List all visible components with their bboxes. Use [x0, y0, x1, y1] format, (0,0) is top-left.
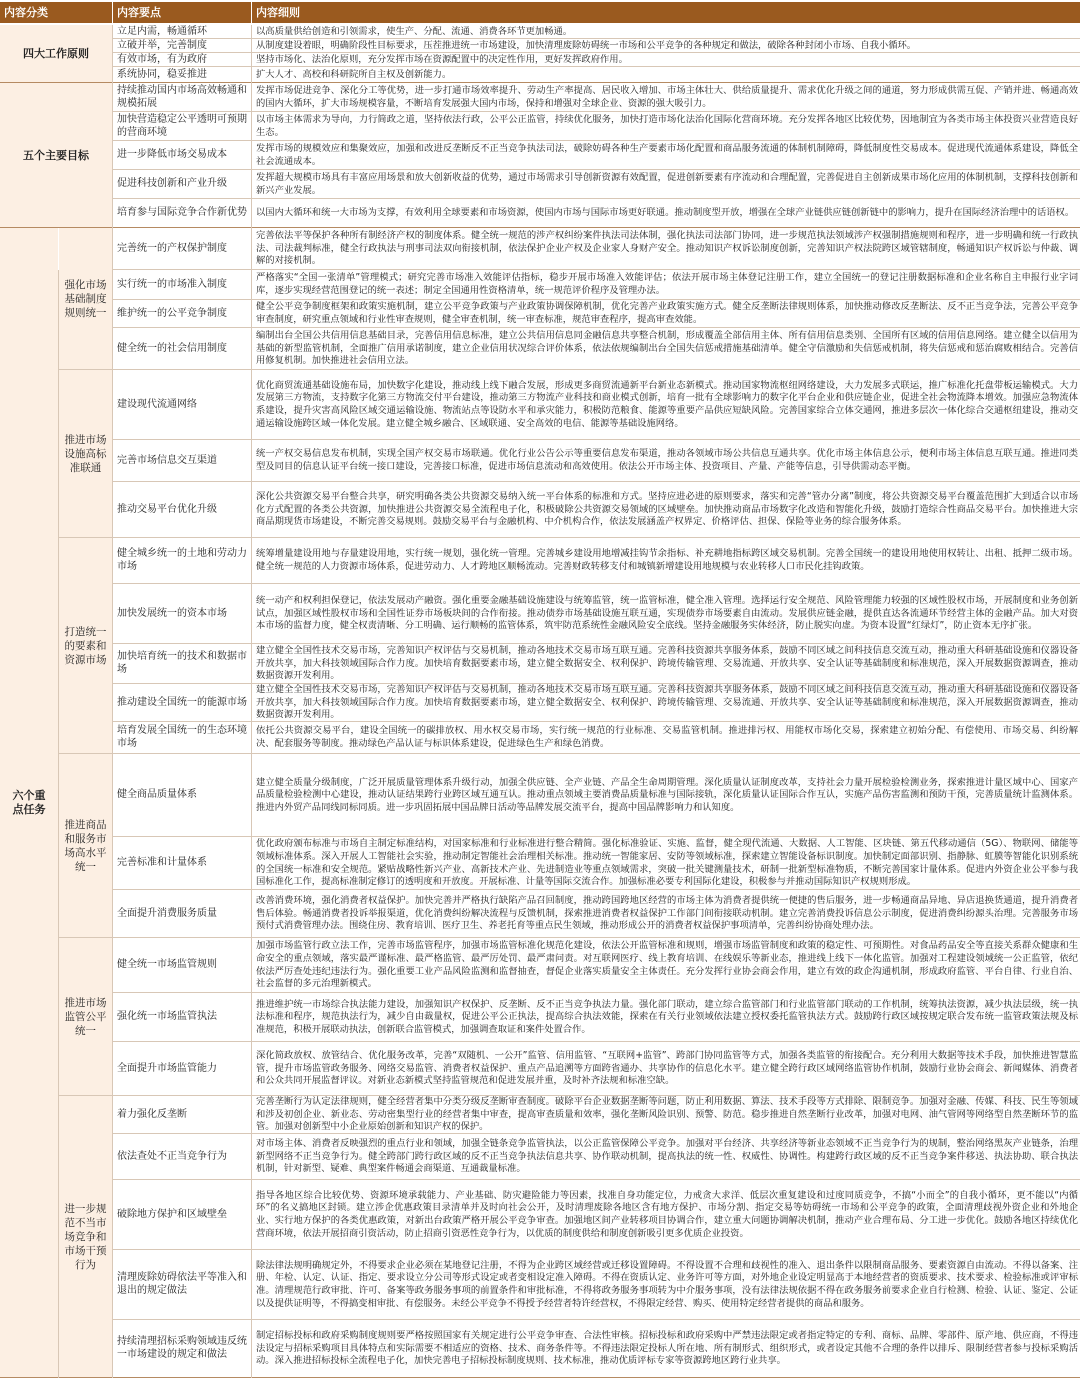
content-detail: 从制度建设着眼，明确阶段性目标要求，压茬推进统一市场建设，加快清理废除妨碍统一市场和公平竞争的各种规定和做法，破除各种封闭小市场、自我小循环。 — [256, 39, 917, 51]
content-point: 破除地方保护和区域壁垒 — [117, 1208, 227, 1220]
column-divider — [112, 25, 113, 1378]
content-detail: 制定招标投标和政府采购制度规则要严格按照国家有关规定进行公平竞争审查、合法性审核。招标投标和政府采购中严禁违法限定或者指定特定的专利、商标、品牌、零部件、原产地、供应商，不得违法设定与招标采购项目具体特点和实际需要不相适应的资格、技术、商务条件等。不得违法限定投标人所在地、所有制形式、组织形式，或者设定其他不合理的条件以排斥、限制经营者参与投标采购活动。深入推进招标投标全流程电子化，加快完善电子招标投标制度规则、技术标准，推动优质评标专家等资源跨地区跨行业共享。 — [256, 1330, 1078, 1367]
subcategory-cell: 进一步规范不当市场竞争和市场干预行为 — [59, 1096, 112, 1378]
content-detail: 以高质量供给创造和引领需求，使生产、分配、流通、消费各环节更加畅通。 — [256, 25, 573, 37]
content-detail: 编制出台全国公共信用信息基础目录，完善信用信息标准，建立公共信用信息同金融信息共享整合机制，形成覆盖全部信用主体、所有信用信息类别、全国所有区域的信用信息网络。建立健全以信用为基础的新型监管机制，全面推广信用承诺制度，建立企业信用状况综合评价体系，依法依规编制出台全国失信惩戒措施基础清单。健全守信激励和失信惩戒机制，将失信惩戒和惩治腐败相结合。完善信用修复机制。加快推进社会信用立法。 — [256, 330, 1078, 367]
content-detail: 完善垄断行为认定法律规则，健全经营者集中分类分级反垄断审查制度。破除平台企业数据垄断等问题，防止利用数据、算法、技术手段等方式排除、限制竞争。加强对金融、传媒、科技、民生等领域和涉及初创企业、新业态、劳动密集型行业的经营者集中审查，提高审查质量和效率，强化垄断风险识别、预警、防范。稳步推进自然垄断行业改革，加强对电网、油气管网等网络型自然垄断环节的监管。加强对创新型中小企业原始创新和知识产权的保护。 — [256, 1096, 1078, 1133]
content-point: 维护统一的公平竞争制度 — [117, 307, 227, 319]
content-point: 健全商品质量体系 — [117, 789, 197, 801]
header-point: 内容要点 — [113, 2, 251, 23]
subcategory-cell: 推进市场设施高标准联通 — [59, 370, 112, 538]
column-divider — [251, 25, 252, 1378]
content-detail: 严格落实“全国一张清单”管理模式；研究完善市场准入效能评估指标，稳步开展市场准入效能评估；依法开展市场主体登记注册工作，建立全国统一的登记注册数据标准和企业名称自主申报行业字词库，逐步实现经营范围登记的统一表述；制定全国通用性资格清单，统一规范评价程序及管理办法。 — [256, 272, 1078, 296]
content-detail: 发挥市场的规模效应和集聚效应，加强和改进反垄断反不正当竞争执法司法，破除妨碍各种生产要素市场化配置和商品服务流通的体制机制障碍，降低制度性交易成本。促进现代流通体系建设，降低全社会流通成本。 — [256, 142, 1078, 167]
content-detail: 建立健全全国性技术交易市场，完善知识产权评估与交易机制，推动各地技术交易市场互联互通。完善科技资源共享服务体系，鼓励不同区域之间科技信息交流互动，推动重大科研基础设施和仪器设备开放共享，加大科技领域国际合作力度。加快培育数据要素市场，建立健全数据安全、权利保护、跨境传输管理、交易流通、开放共享、安全认证等基础制度和标准规范，深入开展数据资源调查，推动数据资源开发利用。 — [256, 684, 1078, 721]
category-cell: 五个主要目标 — [0, 83, 112, 228]
content-detail: 除法律法规明确规定外，不得要求企业必须在某地登记注册，不得为企业跨区域经营或迁移设置障碍。不得设置不合理和歧视性的准入、退出条件以限制商品服务、要素资源自由流动。不得以备案、注册、年检、认定、认证、指定、要求设立分公司等形式设定或者变相设定准入障碍。不得在资质认定、业务许可等方面，对外地企业设定明显高于本地经营者的资质要求、技术要求、检验标准或评审标准。清理规范行政审批、许可、备案等政务服务事项的前置条件和审批标准，不得将政务服务事项转为中介服务事项，没有法律法规依据不得在政务服务前要求企业自行检测、检验、认证、鉴定、公证以及提供证明等，不得搞变相审批、有偿服务。未经公平竞争不得授予经营者特许经营权，不得限定经营、购买、使用特定经营者提供的商品和服务。 — [256, 1259, 1078, 1309]
content-point: 完善市场信息交互渠道 — [117, 454, 217, 466]
content-detail: 对市场主体、消费者反映强烈的重点行业和领域，加强全链条竞争监管执法，以公正监管保障公平竞争。加强对平台经济、共享经济等新业态领域不正当竞争行为的规制，整治网络黑灰产业链条，治理新型网络不正当竞争行为。健全跨部门跨行政区域的反不正当竞争执法信息共享、协作联动机制，提高执法的统一性、权威性、协调性。构建跨行政区域的反不正当竞争案件移送、执法协助、联合执法机制，针对新型、疑难、典型案件畅通会商渠道、互通裁量标准。 — [256, 1138, 1078, 1175]
content-detail: 建立健全质量分级制度，广泛开展质量管理体系升级行动，加强全供应链、全产业链、产品全生命周期管理。深化质量认证制度改革，支持社会力量开展检验检测业务，探索推进计量区域中心、国家产品质量检验检测中心建设，推动认证结果跨行业跨区域互通互认。推动重点领域主要消费品质量标准与国际接轨，深化质量认证国际合作互认，实施产品伤害监测和预防干预，完善质量统计监测体系。推进内外贸产品同线同标同质。进一步巩固拓展中国品牌日活动等品牌发展交流平台，提高中国品牌影响力和认知度。 — [256, 776, 1078, 813]
content-point: 全面提升消费服务质量 — [117, 907, 217, 919]
content-point: 着力强化反垄断 — [117, 1108, 187, 1120]
content-point: 培育参与国际竞争合作新优势 — [117, 207, 247, 219]
content-detail: 发挥市场促进竞争、深化分工等优势，进一步打通市场效率提升、劳动生产率提高、居民收入增加、市场主体壮大、供给质量提升、需求优化升级之间的通道，努力形成供需互促、产销并进、畅通高效的国内大循环，扩大市场规模容量，不断培育发展强大国内市场，保持和增强对全球企业、资源的强大吸引力。 — [256, 84, 1078, 109]
content-point: 系统协同，稳妥推进 — [117, 68, 207, 80]
content-detail: 坚持市场化、法治化原则，充分发挥市场在资源配置中的决定性作用，更好发挥政府作用。 — [256, 53, 628, 65]
content-point: 健全统一的社会信用制度 — [117, 342, 227, 354]
subcategory-cell: 推进商品和服务市场高水平统一 — [59, 754, 112, 938]
header-category: 内容分类 — [0, 2, 112, 23]
content-point: 完善统一的产权保护制度 — [117, 242, 227, 254]
content-point: 清理废除妨碍依法平等准入和退出的规定做法 — [117, 1272, 247, 1296]
content-point: 进一步降低市场交易成本 — [117, 149, 227, 161]
content-detail: 优化政府颁布标准与市场自主制定标准结构，对国家标准和行业标准进行整合精简。强化标准验证、实施、监督，健全现代流通、大数据、人工智能、区块链、第五代移动通信（5G）、物联网、储能等领域标准体系。深入开展人工智能社会实验，推动制定智能社会治理相关标准。推动统一智能家居、安防等领域标准，探索建立智能设备标识制度。加快制定面部识别、指静脉、虹膜等智能化识别系统的全国统一标准和安全规范。紧贴战略性新兴产业、高新技术产业、先进制造业等重点领域需求，突破一批关键测量技术，研制一批新型标准物质，不断完善国家计量体系。促进内外资企业公平参与我国标准化工作，提高标准制定修订的透明度和开放度。开展标准、计量等国际交流合作。加强标准必要专利国际化建设，积极参与并推动国际知识产权规则形成。 — [256, 838, 1078, 888]
content-point: 培育发展全国统一的生态环境市场 — [117, 725, 247, 749]
content-detail: 深化简政放权、放管结合、优化服务改革，完善“双随机、一公开”监管、信用监管、“互联网+监管”、跨部门协同监管等方式，加强各类监管的衔接配合。充分利用大数据等技术手段，加快推进智慧监管，提升市场监管政务服务、网络交易监管、消费者权益保护、重点产品追溯等方面跨省通办、共享协作的信息化水平。建立健全跨行政区域网络监管协作机制，鼓励行业协会商会、新闻媒体、消费者和公众共同开展监督评议。对新业态新模式坚持监管规范和促进发展并重，及时补齐法规和标准空缺。 — [256, 1050, 1078, 1087]
content-detail: 统一动产和权利担保登记，依法发展动产融资。强化重要金融基础设施建设与统筹监管，统一监管标准，健全准入管理。选择运行安全规范、风险管理能力较强的区域性股权市场，开展制度和业务创新试点，加强区域性股权市场和全国性证券市场板块间的合作衔接。推动债券市场基础设施互联互通，实现债券市场要素自由流动。发展供应链金融，提供直达各流通环节经营主体的金融产品。加大对资本市场的监督力度，健全权责清晰、分工明确、运行顺畅的监管体系，筑牢防范系统性金融风险安全底线。坚持金融服务实体经济，防止脱实向虚。为资本设置“红绿灯”，防止资本无序扩张。 — [256, 595, 1078, 632]
category-cell: 六个重点任务 — [0, 228, 58, 1378]
content-point: 健全统一市场监管规则 — [117, 959, 217, 971]
content-detail: 以国内大循环和统一大市场为支撑，有效利用全球要素和市场资源，使国内市场与国际市场更好联通。推动制度型开放，增强在全球产业链供应链创新链中的影响力，提升在国际经济治理中的话语权。 — [256, 207, 1075, 219]
subcategory-cell: 推进市场监管公平统一 — [59, 938, 112, 1096]
content-point: 完善标准和计量体系 — [117, 857, 207, 869]
content-point: 推动交易平台优化升级 — [117, 503, 217, 515]
content-detail: 以市场主体需求为导向，力行简政之道，坚持依法行政，公平公正监管，持续优化服务，加快打造市场化法治化国际化营商环境。充分发挥各地区比较优势，因地制宜为各类市场主体投资兴业营造良好生态。 — [256, 113, 1078, 138]
content-point: 立足内需，畅通循环 — [117, 25, 207, 37]
content-point: 全面提升市场监管能力 — [117, 1062, 217, 1074]
content-detail: 优化商贸流通基础设施布局，加快数字化建设，推动线上线下融合发展，形成更多商贸流通新平台新业态新模式。推动国家物流枢纽网络建设，大力发展多式联运，推广标准化托盘带板运输模式。大力发展第三方物流，支持数字化第三方物流交付平台建设，推动第三方物流产业科技和商业模式创新，培育一批有全球影响力的数字化平台企业和供应链企业，促进全社会物流降本增效。加强应急物流体系建设，提升灾害高风险区域交通运输设施、物流站点等设防水平和承灾能力，积极防范粮食、能源等重要产品供应短缺风险。完善国家综合立体交通网，推进多层次一体化综合交通枢纽建设，推动交通运输设施跨区域一体化发展。建立健全城乡融合、区域联通、安全高效的电信、能源等基础设施网络。 — [256, 379, 1078, 429]
content-detail: 加强市场监管行政立法工作，完善市场监管程序，加强市场监管标准化规范化建设，依法公开监管标准和规则，增强市场监管制度和政策的稳定性、可预期性。对食品药品安全等直接关系群众健康和生命安全的重点领域，落实最严谨标准、最严格监管、最严厉处罚、最严肃问责。对互联网医疗、线上教育培训、在线娱乐等新业态，推进线上线下一体化监管。加强对工程建设领域统一公正监管，依纪依法严厉查处违纪违法行为。强化重要工业产品风险监测和监督抽查，督促企业落实质量安全主体责任。充分发挥行业协会商会作用，建立有效的政企沟通机制，形成政府监管、平台自律、行业自治、社会监督的多元治理新模式。 — [256, 940, 1078, 990]
subcategory-cell: 强化市场基础制度规则统一 — [59, 228, 112, 370]
content-detail: 深化公共资源交易平台整合共享，研究明确各类公共资源交易纳入统一平台体系的标准和方式。坚持应进必进的原则要求，落实和完善“管办分离”制度，将公共资源交易平台覆盖范围扩大到适合以市场化方式配置的各类公共资源，加快推进公共资源交易全流程电子化，积极破除公共资源交易领域的区域壁垒。加快推动商品市场数字化改造和智能化升级，鼓励打造综合性商品交易平台。加快推进大宗商品期现货市场建设，不断完善交易规则。鼓励交易平台与金融机构、中介机构合作，依法发展涵盖产权界定、价格评估、担保、保险等业务的综合服务体系。 — [256, 491, 1078, 528]
content-point: 有效市场，有为政府 — [117, 53, 207, 65]
content-detail: 完善依法平等保护各种所有制经济产权的制度体系。健全统一规范的涉产权纠纷案件执法司法体制，强化执法司法部门协同，进一步规范执法领域涉产权强制措施规则和程序，进一步明确和统一行政执法、司法裁判标准，健全行政执法与刑事司法双向衔接机制，依法保护企业产权及企业家人身财产安全。推动知识产权诉讼制度创新，完善知识产权法院跨区域管辖制度，畅通知识产权诉讼与仲裁、调解的对接机制。 — [256, 230, 1078, 267]
content-detail: 指导各地区综合比较优势、资源环境承载能力、产业基础、防灾避险能力等因素，找准自身功能定位，力戒贪大求洋、低层次重复建设和过度同质竞争，不搞“小而全”的自我小循环，更不能以“内循环”的名义搞地区封锁。建立涉企优惠政策目录清单并及时向社会公开，及时清理废除各地区含有地方保护、市场分割、指定交易等妨碍统一市场和公平竞争的政策，全面清理歧视外资企业和外地企业、实行地方保护的各类优惠政策，对新出台政策严格开展公平竞争审查。加强地区间产业转移项目协调合作，建立重大问题协调解决机制，推动产业合理布局、分工进一步优化。鼓励各地区持续优化营商环境，依法开展招商引资活动，防止招商引资恶性竞争行为，以优质的制度供给和制度创新吸引更多优质企业投资。 — [256, 1189, 1078, 1239]
content-point: 加快发展统一的资本市场 — [117, 607, 227, 619]
content-point: 促进科技创新和产业升级 — [117, 178, 227, 190]
content-point: 实行统一的市场准入制度 — [117, 278, 227, 290]
content-detail: 统一产权交易信息发布机制，实现全国产权交易市场联通。优化行业公告公示等重要信息发布渠道，推动各领域市场公共信息互通共享。优化市场主体信息公示，便利市场主体信息互联互通。推进同类型及同目的信息认证平台统一接口建设，完善接口标准，促进市场信息流动和高效使用。依法公开市场主体、投资项目、产量、产能等信息，引导供需动态平衡。 — [256, 448, 1078, 472]
content-detail: 扩大人才、高校和科研院所自主权及创新能力。 — [256, 68, 452, 80]
category-cell: 四大工作原则 — [0, 25, 112, 83]
content-point: 持续推动国内市场高效畅通和规模拓展 — [117, 84, 247, 109]
content-point: 持续清理招标采购领域违反统一市场建设的规定和做法 — [117, 1336, 247, 1360]
content-point: 依法查处不正当竞争行为 — [117, 1150, 227, 1162]
content-detail: 建立健全全国性技术交易市场，完善知识产权评估与交易机制，推动各地技术交易市场互联互通。完善科技资源共享服务体系，鼓励不同区域之间科技信息交流互动，推动重大科研基础设施和仪器设备开放共享，加大科技领域国际合作力度。加快培育数据要素市场，建立健全数据安全、权利保护、跨境传输管理、交易流通、开放共享、安全认证等基础制度和标准规范，深入开展数据资源调查，推动数据资源开发利用。 — [256, 645, 1078, 682]
header-detail: 内容细则 — [252, 2, 1080, 23]
column-divider — [58, 270, 59, 1378]
content-point: 建设现代流通网络 — [117, 398, 197, 410]
content-point: 加快营造稳定公平透明可预期的营商环境 — [117, 113, 247, 138]
content-point: 强化统一市场监管执法 — [117, 1011, 217, 1023]
content-detail: 发挥超大规模市场具有丰富应用场景和放大创新收益的优势，通过市场需求引导创新资源有效配置，促进创新要素有序流动和合理配置，完善促进自主创新成果市场化应用的体制机制，支撑科技创新和新兴产业发展。 — [256, 171, 1078, 196]
content-detail: 改善消费环境，强化消费者权益保护。加快完善并严格执行缺陷产品召回制度，推动跨国跨地区经营的市场主体为消费者提供统一便捷的售后服务，进一步畅通商品异地、异店退换货通道，提升消费者售后体验。畅通消费者投诉举报渠道，优化消费纠纷解决流程与反馈机制，探索推进消费者权益保护工作部门间衔接联动机制。建立完善消费投诉信息公示制度，促进消费纠纷源头治理。完善服务市场预付式消费管理办法。围绕住房、教育培训、医疗卫生、养老托育等重点民生领域，推动形成公开的消费者权益保护事项清单，完善纠纷协商处理办法。 — [256, 895, 1078, 932]
content-point: 健全城乡统一的土地和劳动力市场 — [117, 548, 247, 572]
content-point: 立破并举，完善制度 — [117, 39, 207, 51]
content-detail: 推进维护统一市场综合执法能力建设，加强知识产权保护、反垄断、反不正当竞争执法力量。强化部门联动，建立综合监管部门和行业监管部门联动的工作机制，统筹执法资源，减少执法层级，统一执法标准和程序，规范执法行为，减少自由裁量权，促进公平公正执法，提高综合执法效能，探索在有关行业领域依法建立授权委托监管执法方式。鼓励跨行政区域按规定联合发布统一监管政策法规及标准规范，积极开展联动执法，创新联合监管模式，加强调查取证和案件处置合作。 — [256, 998, 1078, 1035]
content-detail: 统筹增量建设用地与存量建设用地，实行统一规划，强化统一管理。完善城乡建设用地增减挂钩节余指标、补充耕地指标跨区域交易机制。完善全国统一的建设用地使用权转让、出租、抵押二级市场。健全统一规范的人力资源市场体系，促进劳动力、人才跨地区顺畅流动。完善财政转移支付和城镇新增建设用地规模与农业转移人口市民化挂钩政策。 — [256, 548, 1078, 572]
content-point: 推动建设全国统一的能源市场 — [117, 696, 247, 708]
content-detail: 依托公共资源交易平台，建设全国统一的碳排放权、用水权交易市场，实行统一规范的行业标准、交易监管机制。推进排污权、用能权市场化交易，探索建立初始分配、有偿使用、市场交易、纠纷解决、配套服务等制度。推动绿色产品认证与标识体系建设，促进绿色生产和绿色消费。 — [256, 725, 1078, 749]
content-point: 加快培育统一的技术和数据市场 — [117, 651, 247, 675]
content-detail: 健全公平竞争制度框架和政策实施机制，建立公平竞争政策与产业政策协调保障机制，优化完善产业政策实施方式。健全反垄断法律规则体系，加快推动修改反垄断法、反不正当竞争法，完善公平竞争审查制度，研究重点领域和行业性审查规则，健全审查机制，统一审查标准，规范审查程序，提高审查效能。 — [256, 301, 1078, 325]
subcategory-cell: 打造统一的要素和资源市场 — [59, 538, 112, 754]
